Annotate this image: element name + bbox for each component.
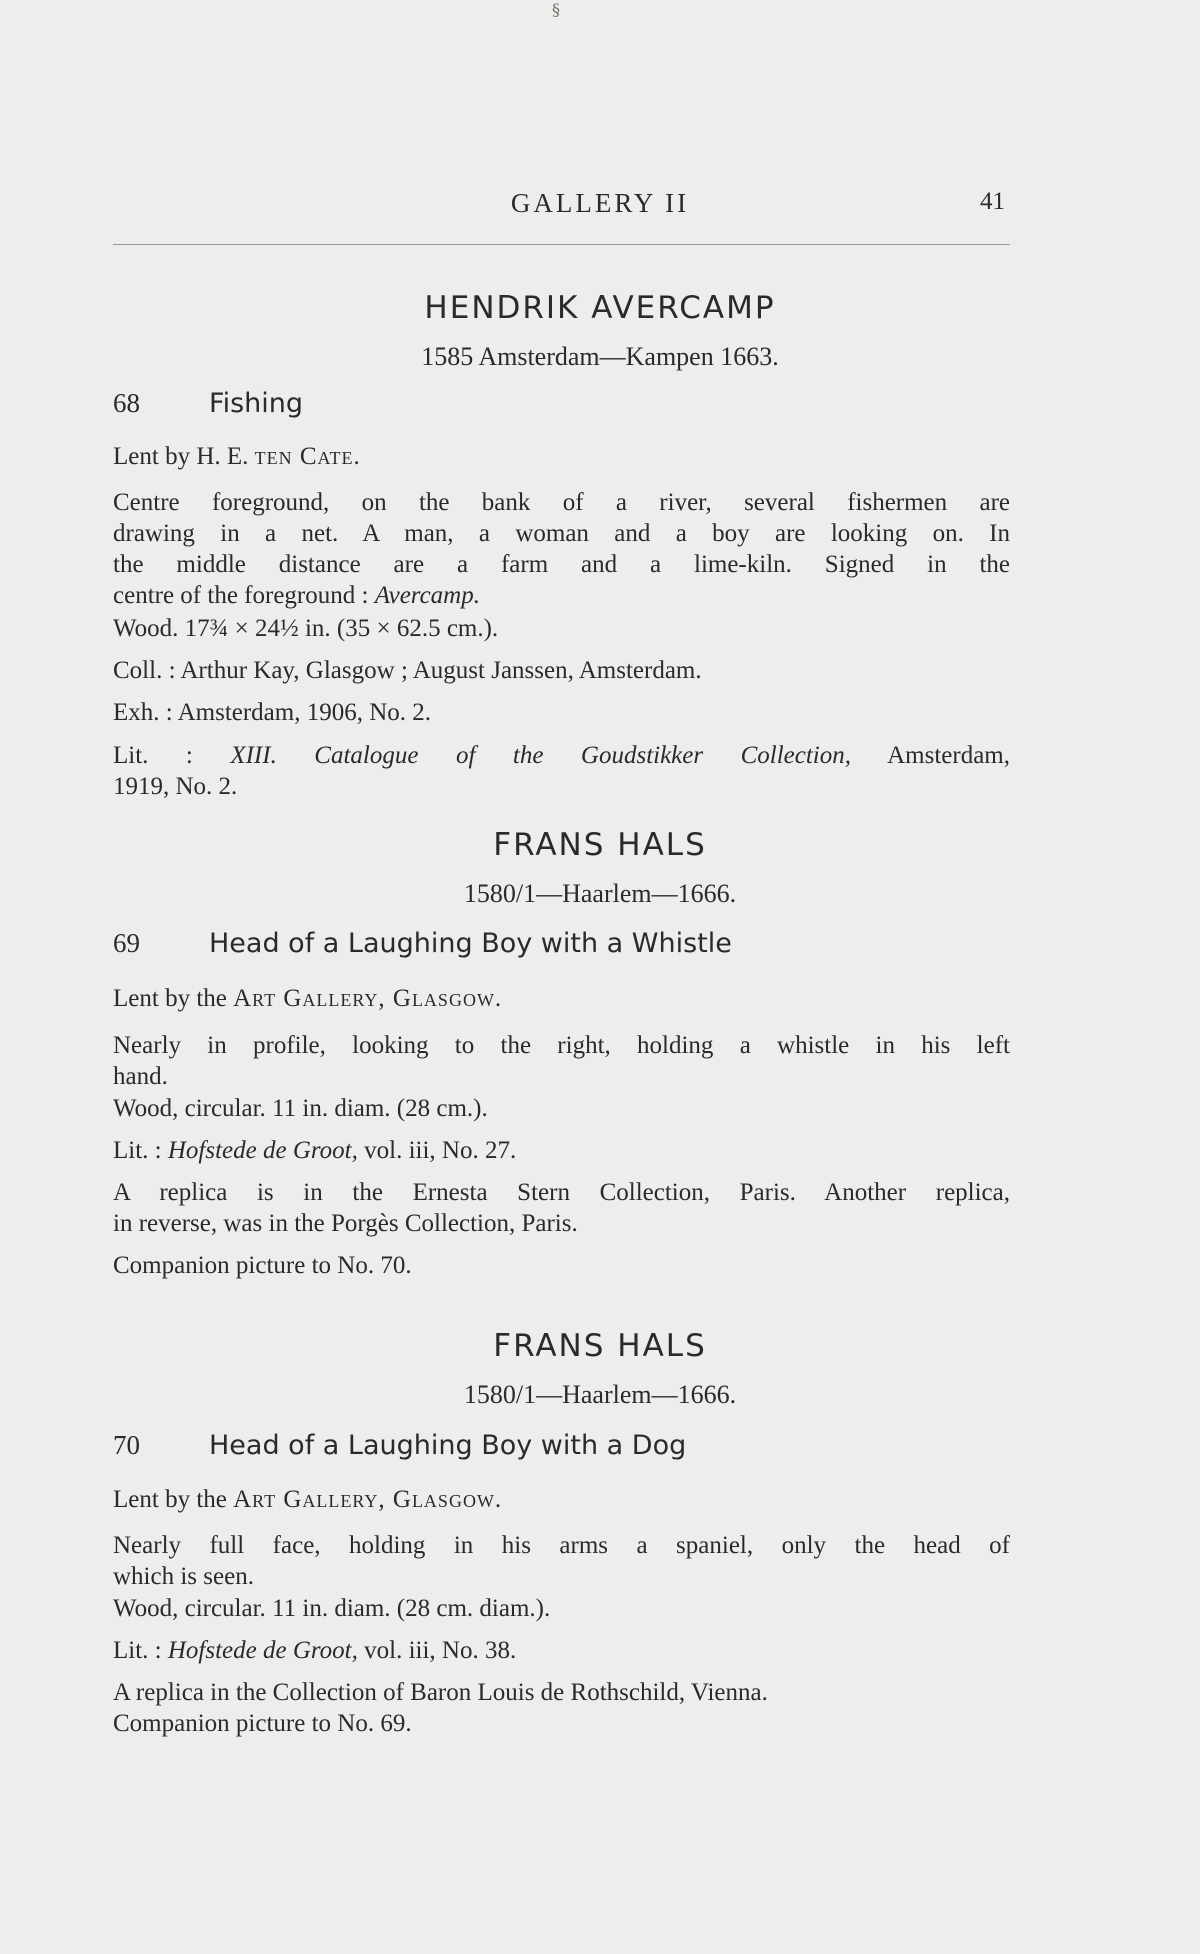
- medium-line: Wood. 17¾ × 24½ in. (35 × 62.5 cm.).: [113, 615, 499, 642]
- description-line: drawing in a net. A man, a woman and a boy are looking on. In: [113, 520, 1010, 547]
- note-line: A replica is in the Ernesta Stern Collection, Paris. Another replica,: [113, 1179, 1010, 1206]
- lit-rest: Amsterdam,: [887, 742, 1010, 769]
- companion-line: Companion picture to No. 69.: [113, 1710, 412, 1737]
- lender-name: Art Gallery, Glasgow.: [233, 1486, 503, 1513]
- page-number: 41: [980, 188, 1005, 215]
- literature-line: [113, 1635, 1010, 1666]
- lender-name: Art Gallery, Glasgow.: [233, 985, 503, 1012]
- description-line-2: hand.: [113, 1063, 168, 1090]
- artist-dates: 1580/1—Haarlem—1666.: [463, 879, 737, 908]
- description-line: Nearly full face, holding in his arms a spaniel, only the head of: [113, 1532, 1010, 1559]
- note-line-2: in reverse, was in the Porgès Collection, Paris.: [113, 1210, 578, 1237]
- entry-heading: [113, 1430, 686, 1461]
- entry-title: Fishing: [209, 388, 303, 419]
- lit-prefix: Lit. :: [113, 1637, 162, 1664]
- entry-heading: [113, 388, 303, 419]
- description-line-2: which is seen.: [113, 1563, 254, 1590]
- lit-prefix: Lit. :: [113, 742, 193, 769]
- description-last-line: [113, 580, 1010, 611]
- literature-line: [113, 740, 1010, 771]
- literature-line-2: 1919, No. 2.: [113, 773, 238, 800]
- lit-rest: vol. iii, No. 27.: [364, 1137, 517, 1164]
- entry-title: Head of a Laughing Boy with a Whistle: [209, 928, 732, 959]
- signature: Avercamp.: [374, 582, 480, 609]
- note-line: A replica in the Collection of Baron Louis de Rothschild, Vienna.: [113, 1679, 768, 1706]
- lit-italic: Hofstede de Groot,: [167, 1137, 358, 1164]
- description-line: the middle distance are a farm and a lime-kiln. Signed in the: [113, 551, 1010, 578]
- medium-line: Wood, circular. 11 in. diam. (28 cm. diam.).: [113, 1595, 551, 1622]
- entry-title: Head of a Laughing Boy with a Dog: [209, 1430, 687, 1461]
- artist-name: HENDRIK AVERCAMP: [424, 290, 776, 326]
- top-mark: §: [552, 0, 560, 19]
- entry-number: 69: [113, 928, 140, 958]
- companion-line: Companion picture to No. 70.: [113, 1252, 412, 1279]
- running-head-title: GALLERY II: [510, 188, 690, 218]
- lender-prefix: Lent by the: [113, 985, 227, 1012]
- entry-number: 70: [113, 1430, 140, 1460]
- lender-line: [113, 983, 1010, 1014]
- literature-line: [113, 1135, 1010, 1166]
- medium-line: Wood, circular. 11 in. diam. (28 cm.).: [113, 1095, 488, 1122]
- lit-rest: vol. iii, No. 38.: [364, 1637, 517, 1664]
- lit-prefix: Lit. :: [113, 1137, 162, 1164]
- lender-line: [113, 1484, 1010, 1515]
- description-last: centre of the foreground :: [113, 582, 369, 609]
- entry-number: 68: [113, 388, 140, 418]
- description-line: Centre foreground, on the bank of a river, several fishermen are: [113, 489, 1010, 516]
- entry-heading: [113, 928, 732, 959]
- lender-prefix: Lent by H. E.: [113, 443, 249, 470]
- artist-dates: 1580/1—Haarlem—1666.: [463, 1380, 737, 1409]
- lit-italic: XIII. Catalogue of the Goudstikker Collection,: [230, 742, 851, 769]
- lender-line: [113, 441, 1010, 472]
- lender-prefix: Lent by the: [113, 1486, 227, 1513]
- artist-name: FRANS HALS: [493, 1328, 707, 1364]
- artist-name: FRANS HALS: [493, 827, 707, 863]
- description-line: Nearly in profile, looking to the right, holding a whistle in his left: [113, 1032, 1010, 1059]
- collection-line: Coll. : Arthur Kay, Glasgow ; August Janssen, Amsterdam.: [113, 657, 702, 684]
- running-head: [0, 188, 1200, 228]
- lender-name: ten Cate.: [254, 443, 361, 470]
- header-rule: [113, 244, 1010, 245]
- lit-italic: Hofstede de Groot,: [167, 1637, 358, 1664]
- artist-dates: 1585 Amsterdam—Kampen 1663.: [421, 342, 779, 371]
- exhibition-line: Exh. : Amsterdam, 1906, No. 2.: [113, 699, 432, 726]
